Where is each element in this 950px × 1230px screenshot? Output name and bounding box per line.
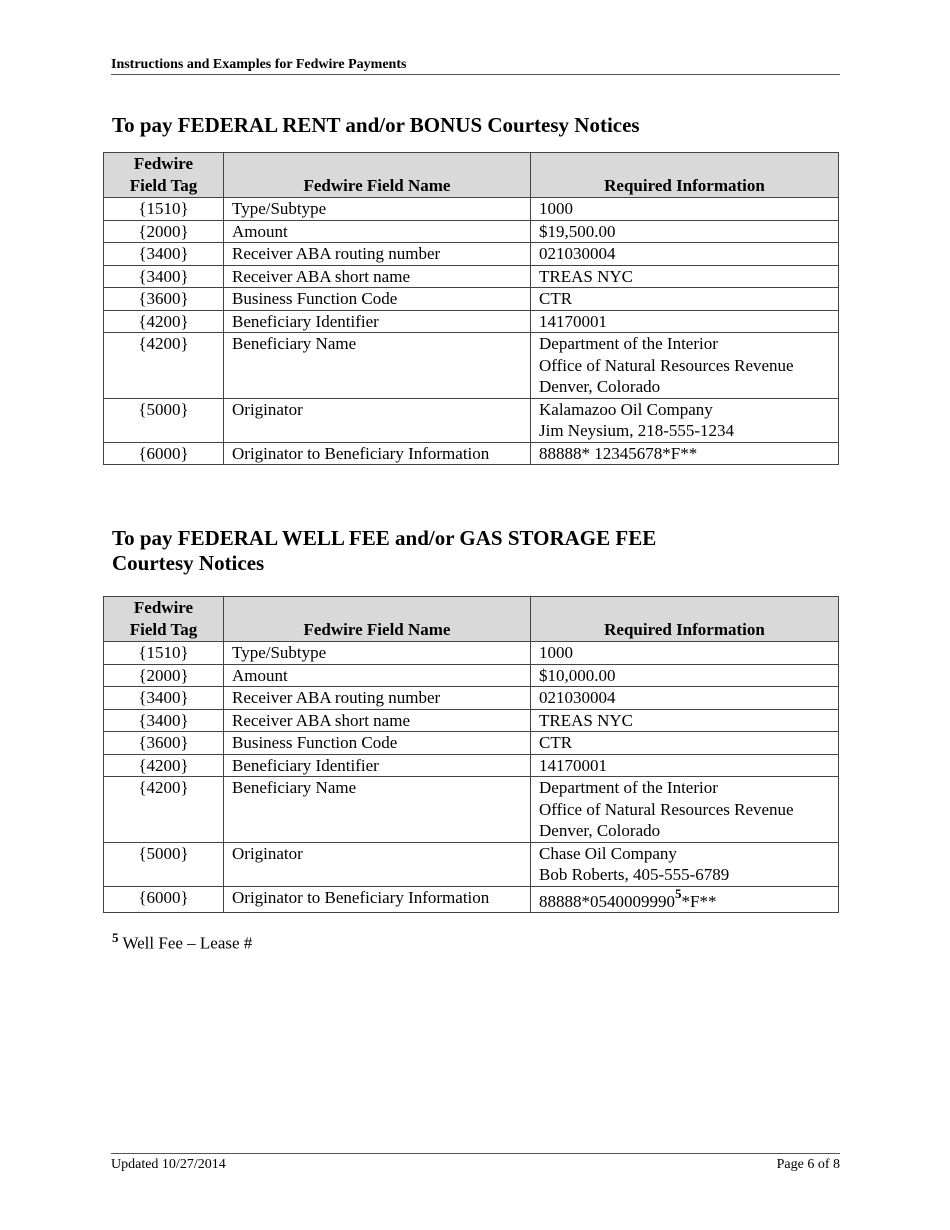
required-info-cell [531, 754, 839, 777]
field-tag-cell: {3600} [104, 732, 224, 755]
field-tag-cell: {4200} [104, 310, 224, 333]
required-info-line: Office of Natural Resources Revenue [539, 799, 794, 819]
header-field-tag: Fedwire Field Tag [104, 153, 224, 198]
field-name-cell: Amount [224, 220, 531, 243]
field-tag-cell: {2000} [104, 220, 224, 243]
required-info-line: TREAS NYC [539, 266, 633, 286]
table-row [104, 442, 839, 465]
field-tag-cell: {4200} [104, 333, 224, 399]
field-tag-cell: {4200} [104, 777, 224, 843]
field-name-cell: Business Function Code [224, 288, 531, 311]
required-info-line: 88888* 12345678*F** [539, 443, 698, 463]
field-tag-cell: {4200} [104, 754, 224, 777]
field-name-cell: Receiver ABA routing number [224, 687, 531, 710]
table-row [104, 288, 839, 311]
required-info-cell [531, 265, 839, 288]
field-tag-cell: {1510} [104, 198, 224, 221]
table-row [104, 687, 839, 710]
required-info-line: 14170001 [539, 311, 607, 331]
required-info-cell [531, 243, 839, 266]
field-name-cell: Beneficiary Identifier [224, 310, 531, 333]
fedwire-table-rent-bonus [103, 152, 839, 465]
required-info-line: Denver, Colorado [539, 377, 661, 396]
table-row [104, 333, 839, 399]
required-info-cell [531, 777, 839, 843]
field-name-cell: Beneficiary Identifier [224, 754, 531, 777]
header-required-info: Required Information [531, 153, 839, 198]
table-row [104, 709, 839, 732]
field-tag-cell: {5000} [104, 398, 224, 442]
field-tag-cell: {2000} [104, 664, 224, 687]
required-info-line: 1000 [539, 643, 573, 662]
running-header: Instructions and Examples for Fedwire Payments [111, 57, 840, 75]
required-info-cell [531, 687, 839, 710]
header-field-tag: Fedwire Field Tag [104, 597, 224, 642]
required-info-line: TREAS NYC [539, 710, 633, 730]
required-info-line: Office of Natural Resources Revenue [539, 355, 794, 375]
field-name-cell: Originator to Beneficiary Information [224, 886, 531, 913]
field-name-cell: Receiver ABA routing number [224, 243, 531, 266]
field-tag-cell: {3400} [104, 265, 224, 288]
required-info-line: 021030004 [539, 244, 616, 263]
required-info-line: CTR [539, 733, 573, 752]
required-info-cell [531, 220, 839, 243]
required-info-line: Jim Neysium, 218-555-1234 [539, 421, 735, 440]
table-row [104, 198, 839, 221]
field-name-cell: Receiver ABA short name [224, 265, 531, 288]
table-row [104, 243, 839, 266]
header-field-name: Fedwire Field Name [224, 597, 531, 642]
field-name-cell: Beneficiary Name [224, 777, 531, 843]
table-row [104, 642, 839, 665]
page-number: Page 6 of 8 [776, 1157, 840, 1172]
field-tag-cell: {3600} [104, 288, 224, 311]
required-info-cell [531, 288, 839, 311]
field-tag-cell: {3400} [104, 709, 224, 732]
required-info-line: 1000 [539, 199, 573, 218]
field-name-cell: Business Function Code [224, 732, 531, 755]
footnote-marker: 5 [112, 930, 119, 945]
required-info-cell [531, 642, 839, 665]
required-info-cell [531, 709, 839, 732]
table-row [104, 664, 839, 687]
table-row [104, 398, 839, 442]
required-info-cell [531, 664, 839, 687]
updated-date: Updated 10/27/2014 [111, 1157, 226, 1172]
section-title-well-gas-fee: To pay FEDERAL WELL FEE and/or GAS STORAGE FEE Courtesy Notices [112, 526, 657, 575]
required-info-line: Chase Oil Company [539, 843, 677, 863]
required-info-line: $19,500.00 [539, 221, 616, 241]
field-tag-cell: {3400} [104, 687, 224, 710]
table-header-row [104, 597, 839, 642]
required-info-cell: 88888*0540009990$^5$*F** [531, 886, 839, 913]
field-name-cell: Originator to Beneficiary Information [224, 442, 531, 465]
table-row [104, 265, 839, 288]
running-footer [111, 1153, 840, 1173]
table-row [104, 777, 839, 843]
field-name-cell: Type/Subtype [224, 642, 531, 665]
field-name-cell: Receiver ABA short name [224, 709, 531, 732]
required-info-line: CTR [539, 289, 573, 308]
field-tag-cell: {1510} [104, 642, 224, 665]
required-info-cell [531, 198, 839, 221]
fedwire-table-well-gas-fee [103, 596, 839, 913]
required-info-line: 021030004 [539, 688, 616, 707]
header-required-info: Required Information [531, 597, 839, 642]
required-info-line: 14170001 [539, 755, 607, 775]
required-info-cell [531, 442, 839, 465]
required-info-cell [531, 310, 839, 333]
footnote [112, 930, 252, 954]
field-name-cell: Amount [224, 664, 531, 687]
required-info-line: Denver, Colorado [539, 821, 661, 840]
field-name-cell: Beneficiary Name [224, 333, 531, 399]
field-tag-cell: {6000} [104, 886, 224, 913]
section-title-rent-bonus: To pay FEDERAL RENT and/or BONUS Courtesy Notices [112, 113, 640, 137]
required-info-line: Bob Roberts, 405-555-6789 [539, 865, 730, 884]
table-row [104, 886, 839, 913]
header-field-name: Fedwire Field Name [224, 153, 531, 198]
table-row [104, 842, 839, 886]
required-info-line: Department of the Interior [539, 778, 718, 797]
field-tag-cell: {6000} [104, 442, 224, 465]
field-name-cell: Type/Subtype [224, 198, 531, 221]
footnote-text: Well Fee – Lease # [118, 933, 253, 953]
table-row [104, 310, 839, 333]
required-info-line: Department of the Interior [539, 334, 718, 353]
table-header-row [104, 153, 839, 198]
required-info-cell [531, 842, 839, 886]
field-name-cell: Originator [224, 398, 531, 442]
required-info-cell [531, 732, 839, 755]
required-info-cell [531, 333, 839, 399]
field-tag-cell: {3400} [104, 243, 224, 266]
required-info-line: Kalamazoo Oil Company [539, 399, 713, 419]
table-row [104, 732, 839, 755]
footnote-reference: 5 [675, 885, 682, 901]
table-row [104, 220, 839, 243]
field-tag-cell: {5000} [104, 842, 224, 886]
table-row [104, 754, 839, 777]
required-info-line: $10,000.00 [539, 665, 616, 685]
required-info-cell [531, 398, 839, 442]
field-name-cell: Originator [224, 842, 531, 886]
